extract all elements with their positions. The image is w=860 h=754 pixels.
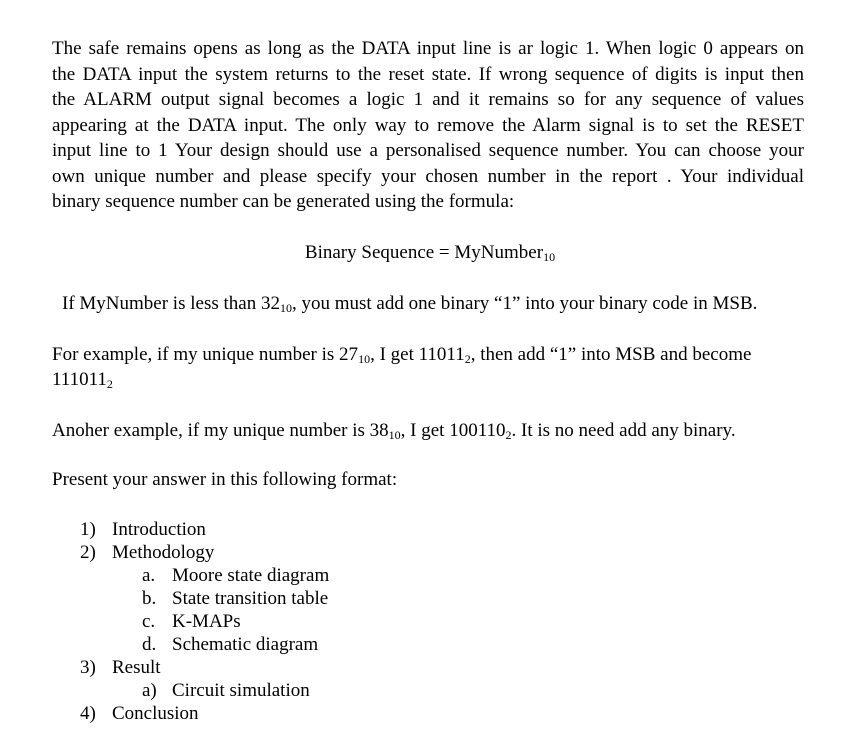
intro-line: appearing at the DATA input. The only way to remove the Alarm signal is to set the RESET bbox=[52, 114, 804, 136]
outline-item: 3) Result bbox=[80, 657, 161, 678]
outline-list bbox=[80, 518, 329, 725]
intro-line: binary sequence number can be generated using the formula: bbox=[52, 191, 515, 212]
example1-line1: For example, if my unique number is $27_{10}$, I get $11011_2$, then add “1” into MSB and become bbox=[52, 344, 752, 366]
outline-subitem: a) Circuit simulation bbox=[142, 680, 310, 701]
outline-subitem: d. Schematic diagram bbox=[142, 634, 319, 655]
intro-line: own unique number and please specify your chosen number in the report . Your individual bbox=[52, 165, 804, 187]
intro-line: the DATA input the system returns to the reset state. If wrong sequence of digits is input then bbox=[52, 63, 804, 85]
outline-item: 1) Introduction bbox=[80, 519, 206, 540]
example2-text: Anoher example, if my unique number is $38_{10}$, I get $100110_2$. It is no need add any binary. bbox=[52, 420, 736, 442]
outline-subitem: c. K-MAPs bbox=[142, 611, 241, 632]
intro-line: input line to 1 Your design should use a personalised sequence number. You can choose your bbox=[52, 140, 804, 161]
intro-line: The safe remains opens as long as the DATA input line is ar logic 1. When logic 0 appears on bbox=[52, 38, 804, 59]
rule-text: If MyNumber is less than $32_{10}$, you must add one binary “1” into your binary code in MSB. bbox=[62, 293, 758, 315]
example1-line2: $111011_2$ bbox=[52, 369, 113, 391]
formula: Binary Sequence = MyNumber$_{10}$ bbox=[304, 242, 556, 264]
outline-item: 4) Conclusion bbox=[80, 703, 199, 724]
format-intro: Present your answer in this following format: bbox=[52, 469, 398, 490]
outline-subitem: b. State transition table bbox=[142, 588, 329, 609]
outline-subitem: a. Moore state diagram bbox=[142, 565, 330, 586]
outline-item: 2) Methodology bbox=[80, 542, 215, 563]
intro-paragraph bbox=[52, 36, 804, 215]
intro-line: the ALARM output signal becomes a logic 1 and it remains so for any sequence of values bbox=[52, 89, 804, 110]
